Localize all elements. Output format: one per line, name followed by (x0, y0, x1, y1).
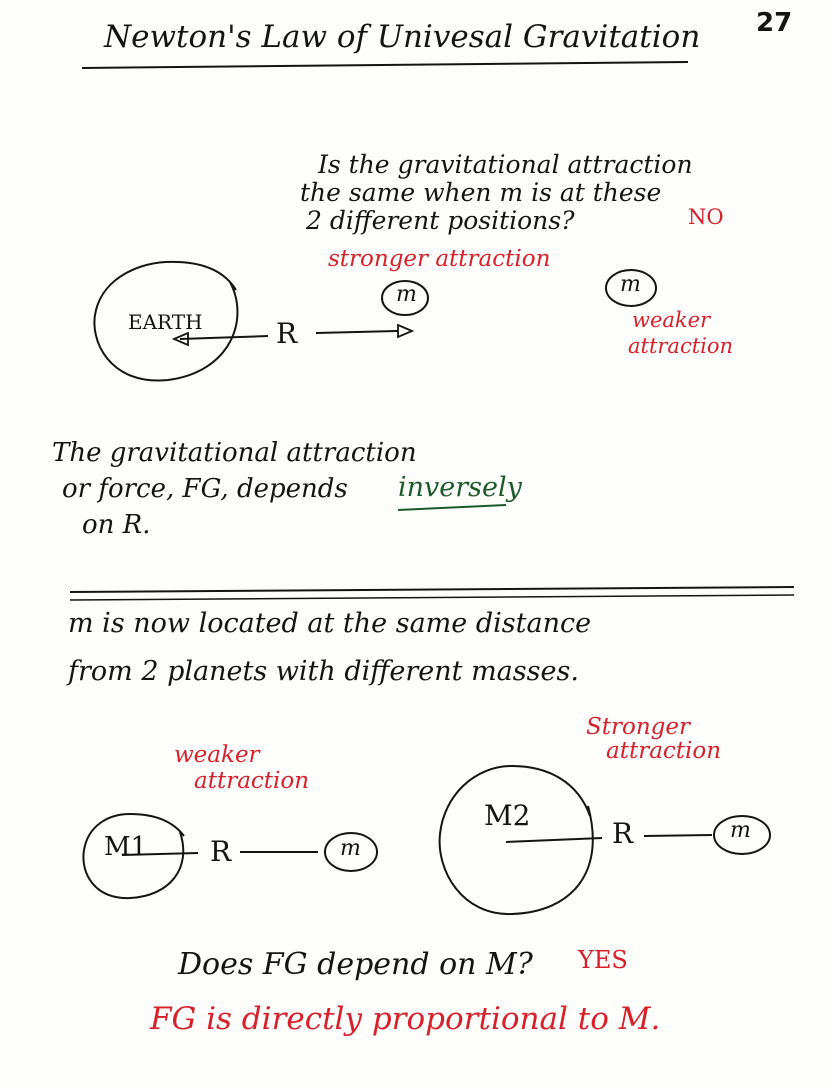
inversely-underline (398, 505, 506, 510)
planet2-radius-line (506, 838, 602, 842)
weaker-label-2: attraction (628, 334, 734, 358)
conclusion-line-3: on R. (82, 510, 151, 540)
planet1-label: M1 (104, 832, 148, 862)
distance-label-r1: R (210, 835, 232, 868)
arrowhead-right (398, 325, 412, 337)
planet2-label: M2 (484, 799, 531, 832)
r-arrow-left-line (180, 336, 268, 339)
intro-line-1: m is now located at the same distance (68, 608, 592, 639)
question-line-1: Is the gravitational attraction (318, 150, 693, 179)
conclusion-line-2: or force, FG, depends (62, 474, 348, 504)
distance-label-r2: R (612, 817, 634, 850)
question-line-2: the same when m is at these (300, 178, 662, 207)
mass-label-far: m (620, 272, 641, 297)
r-arrow-right-line (316, 331, 398, 333)
question-line-3: 2 different positions? (306, 206, 575, 235)
stronger-label-2b: attraction (606, 738, 722, 764)
answer-no: NO (688, 205, 724, 229)
earth-label: EARTH (128, 310, 203, 334)
inversely-word: inversely (398, 472, 522, 503)
page-title: Newton's Law of Univesal Gravitation (104, 19, 701, 55)
intro-line-2: from 2 planets with different masses. (68, 656, 579, 687)
conclusion-line-1: The gravitational attraction (52, 438, 417, 468)
mass-label-near: m (396, 282, 417, 307)
title-underline (82, 62, 688, 68)
mass-label-1: m (340, 836, 361, 861)
stronger-attraction-label: stronger attraction (328, 246, 551, 272)
mass-label-2: m (730, 818, 751, 843)
conclusion-direct: FG is directly proportional to M. (150, 1001, 661, 1037)
answer-yes: YES (578, 946, 628, 974)
stronger-label-2a: Stronger (586, 714, 690, 740)
distance-line-2 (644, 835, 712, 836)
question-fg-m: Does FG depend on M? (178, 947, 533, 982)
page-number: 27 (756, 8, 793, 38)
section-divider-top (70, 587, 794, 592)
weaker-label-1: weaker (632, 308, 711, 332)
weaker-label-2a: weaker (174, 742, 260, 768)
weaker-label-2b: attraction (194, 768, 310, 794)
section-divider-bottom (70, 595, 794, 600)
distance-label-r: R (276, 317, 298, 350)
